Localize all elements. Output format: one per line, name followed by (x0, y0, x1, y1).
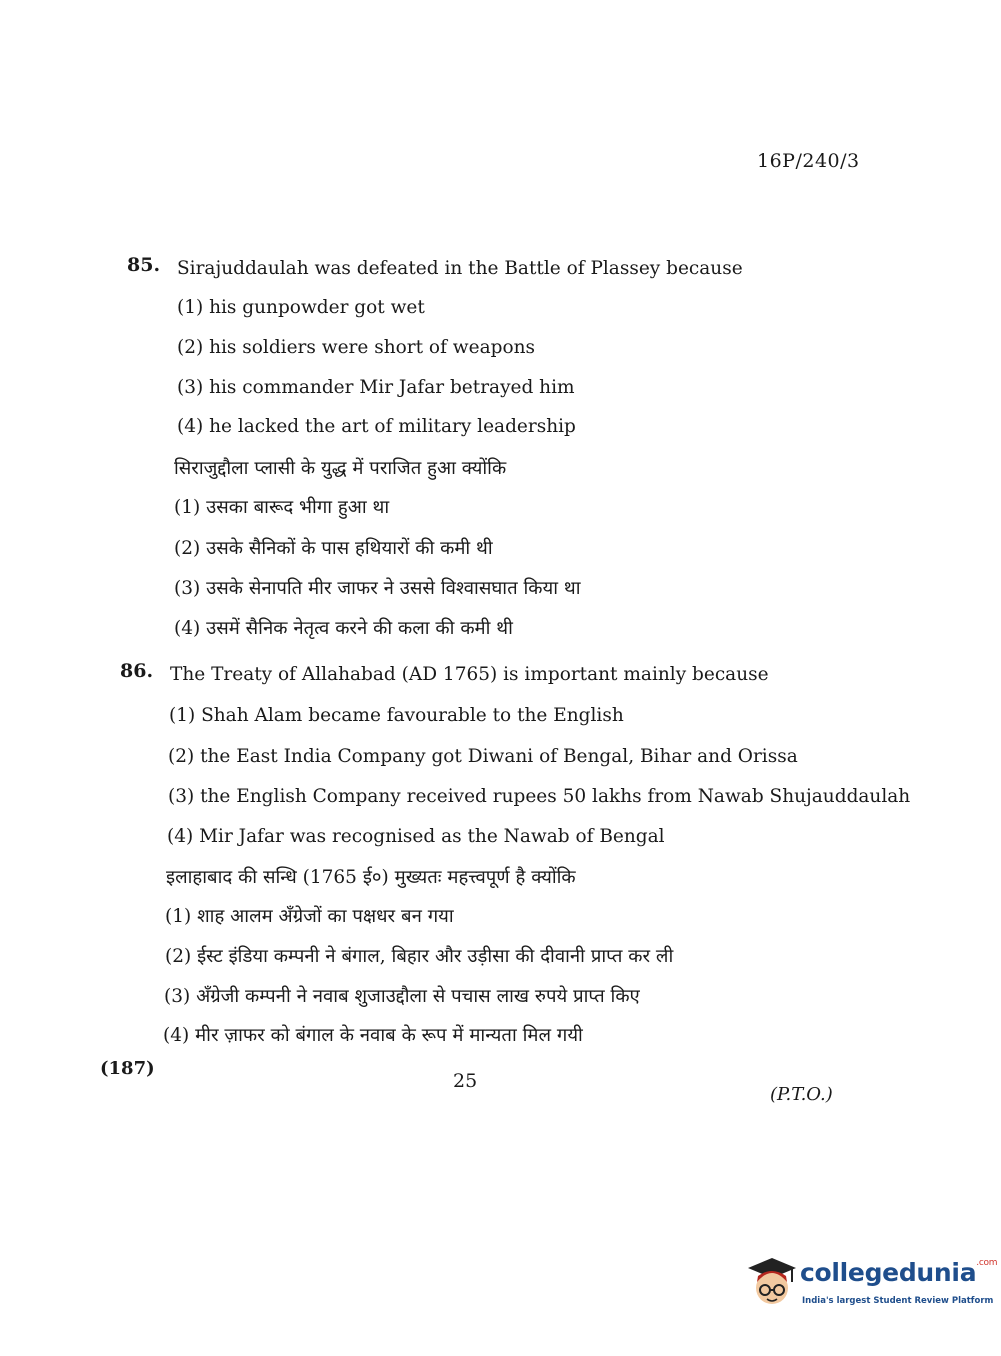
brand-name-text: collegedunia (800, 1258, 977, 1287)
question-85-option-3-en: (3) his commander Mir Jafar betrayed him (177, 377, 575, 398)
question-85-option-4-en: (4) he lacked the art of military leadership (177, 416, 576, 437)
question-85-option-3-hi: (3) उसके सेनापति मीर जाफर ने उससे विश्वासघात किया था (174, 578, 581, 599)
please-turn-over: (P.T.O.) (770, 1084, 833, 1105)
question-86-stem-hi: इलाहाबाद की सन्धि (1765 ई०) मुख्यतः महत्त्वपूर्ण है क्योंकि (166, 867, 576, 888)
question-86-option-4-en: (4) Mir Jafar was recognised as the Nawab of Bengal (167, 826, 665, 847)
collegedunia-logo-icon (742, 1252, 798, 1312)
page-number: 25 (453, 1070, 478, 1092)
question-86-option-3-en: (3) the English Company received rupees 50 lakhs from Nawab Shujauddaulah (168, 786, 911, 807)
question-86-number: 86. (120, 660, 154, 682)
question-85-option-2-hi: (2) उसके सैनिकों के पास हथियारों की कमी थी (174, 538, 493, 559)
question-86-option-3-hi: (3) अँग्रेजी कम्पनी ने नवाब शुजाउद्दौला से पचास लाख रुपये प्राप्त किए (164, 986, 640, 1007)
question-85-option-4-hi: (4) उसमें सैनिक नेतृत्व करने की कला की कमी थी (174, 618, 513, 639)
brand-suffix: .com (976, 1258, 998, 1268)
question-86-stem-en: The Treaty of Allahabad (AD 1765) is important mainly because (170, 664, 769, 685)
paper-code: 16P/240/3 (757, 150, 860, 172)
question-86-option-2-hi: (2) ईस्ट इंडिया कम्पनी ने बंगाल, बिहार और उड़ीसा की दीवानी प्राप्त कर ली (165, 946, 674, 967)
question-85-option-1-hi: (1) उसका बारूद भीगा हुआ था (174, 497, 390, 518)
question-85-stem-hi: सिराजुद्दौला प्लासी के युद्ध में पराजित हुआ क्योंकि (174, 458, 507, 479)
question-86-option-4-hi: (4) मीर ज़ाफर को बंगाल के नवाब के रूप में मान्यता मिल गयी (163, 1025, 583, 1046)
question-85-option-1-en: (1) his gunpowder got wet (177, 297, 425, 318)
question-86-option-1-en: (1) Shah Alam became favourable to the English (169, 705, 624, 726)
question-85-number: 85. (127, 254, 161, 276)
brand-name (800, 1258, 997, 1287)
question-86-option-1-hi: (1) शाह आलम अँग्रेजों का पक्षधर बन गया (165, 906, 454, 927)
booklet-number: (187) (100, 1058, 155, 1079)
collegedunia-watermark (742, 1250, 998, 1320)
question-85-option-2-en: (2) his soldiers were short of weapons (177, 337, 535, 358)
brand-tagline: India's largest Student Review Platform (802, 1296, 994, 1306)
question-86-option-2-en: (2) the East India Company got Diwani of Bengal, Bihar and Orissa (168, 746, 798, 767)
question-85-stem-en: Sirajuddaulah was defeated in the Battle of Plassey because (177, 258, 743, 279)
